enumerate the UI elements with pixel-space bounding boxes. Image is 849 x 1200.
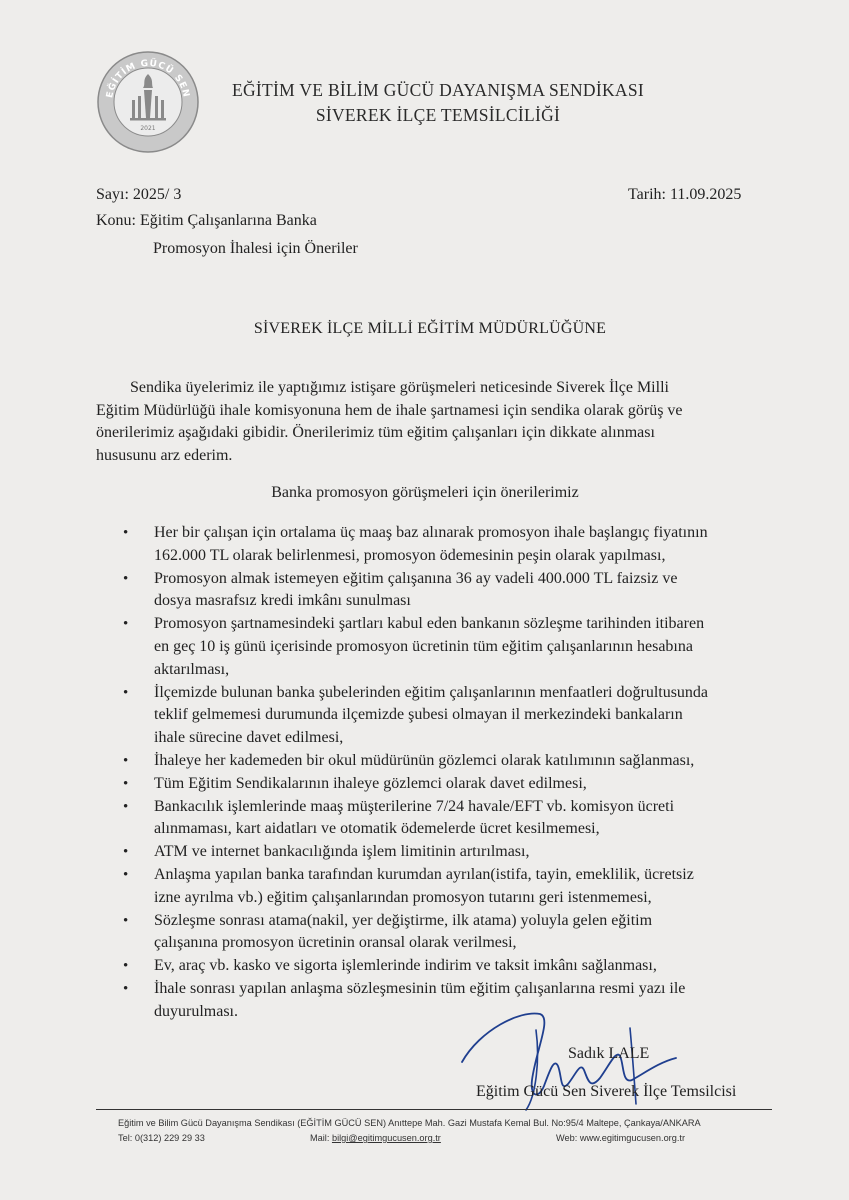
suggestion-item [123,864,763,910]
suggestion-line: • Promosyon almak istemeyen eğitim çalışanına 36 ay vadeli 400.000 TL faizsiz ve [154,569,678,587]
footer-phone: Tel: 0(312) 229 29 33 [118,1133,205,1143]
footer-address: Eğitim ve Bilim Gücü Dayanışma Sendikası (EĞİTİM GÜCÜ SEN) Anıttepe Mah. Gazi Mustafa Kemal Bul. No:95/4 Maltepe, Çankaya/ANKARA [118,1118,701,1128]
suggestion-line: • Bankacılık işlemlerinde maaş müşterilerine 7/24 havale/EFT vb. komisyon ücreti [154,797,675,815]
suggestion-line: 162.000 TL olarak belirlenmesi, promosyon ödemesinin peşin olarak yapılması, [154,546,666,564]
document-date: Tarih: 11.09.2025 [628,186,742,203]
signatory-title: Eğitim Gücü Sen Siverek İlçe Temsilcisi [476,1083,737,1100]
suggestion-line: • Anlaşma yapılan banka tarafından kurumdan ayrılan(istifa, tayin, emeklilik, ücretsiz [154,865,694,883]
suggestion-item [123,841,763,864]
footer-mail [310,1133,441,1143]
footer-mail-link[interactable]: bilgi@egitimgucusen.org.tr [331,1133,441,1143]
suggestion-item [123,613,763,681]
suggestion-line: en geç 10 iş günü içerisinde promosyon ücretinin tüm eğitim çalışanlarının hesabına [154,637,693,655]
suggestions-heading: Banka promosyon görüşmeleri için önerilerimiz [271,484,579,501]
suggestion-line: • İhaleye her kademeden bir okul müdürünün gözlemci olarak katılımının sağlanması, [154,751,695,769]
signatory-name: Sadık LALE [568,1045,650,1062]
suggestion-line: • İhale sonrası yapılan anlaşma sözleşmesinin tüm eğitim çalışanlarına resmi yazı ile [154,979,686,997]
suggestion-item [123,796,763,842]
body-line: önerilerimiz aşağıdaki gibidir. Önerilerimiz tüm eğitim çalışanları için dikkate alınması [96,424,655,441]
suggestion-line: çalışanına promosyon ücretinin oransal olarak verilmesi, [154,934,517,952]
subject-line-2: Promosyon İhalesi için Öneriler [153,240,358,257]
logo-year: 2021 [140,125,156,132]
logo-text: EĞİTİM GÜCÜ SEN [105,58,191,99]
suggestion-line: • ATM ve internet bankacılığında işlem limitinin artırılması, [154,843,530,861]
union-name: EĞİTİM VE BİLİM GÜCÜ DAYANIŞMA SENDİKASI [231,80,645,100]
suggestion-item [123,773,763,796]
suggestions-list [123,522,763,1024]
suggestion-line: • İlçemizde bulunan banka şubelerinden eğitim çalışanlarının menfaatleri doğrultusunda [154,683,709,701]
body-line: hususunu arz ederim. [96,446,233,464]
suggestion-item [123,522,763,568]
footer-mail-label: Mail: [310,1133,332,1143]
suggestion-line: duyurulması. [154,1002,238,1020]
body-line: Sendika üyelerimiz ile yaptığımız istişare görüşmeleri neticesinde Siverek İlçe Milli [130,379,669,396]
suggestion-line: alınmaması, kart aidatları ve otomatik ödemelerde ücret kesilmemesi, [154,820,600,838]
suggestion-item [123,682,763,750]
suggestion-line: aktarılması, [154,660,230,678]
recipient: SİVEREK İLÇE MİLLİ EĞİTİM MÜDÜRLÜĞÜNE [253,320,607,337]
suggestion-line: ihale sürecine davet edilmesi, [154,729,344,747]
suggestion-line: • Promosyon şartnamesindeki şartları kabul eden bankanın sözleşme tarihinden itibaren [154,615,705,633]
office-name: SİVEREK İLÇE TEMSİLCİLİĞİ [315,105,561,125]
suggestion-line: • Sözleşme sonrası atama(nakil, yer değiştirme, ilk atama) yoluyla gelen eğitim [154,911,653,929]
reference-number: Sayı: 2025/ 3 [96,186,182,203]
suggestion-item [123,910,763,956]
union-logo [96,50,200,154]
suggestion-line: • Tüm Eğitim Sendikalarının ihaleye gözlemci olarak davet edilmesi, [154,774,587,792]
body-line: Eğitim Müdürlüğü ihale komisyonuna hem de ihale şartnamesi için sendika olarak görüş ve [96,401,683,419]
suggestion-item [123,568,763,614]
suggestion-line: teklif gelmemesi durumunda ilçemizde şubesi olmayan il merkezindeki bankaların [154,706,683,724]
body-paragraph [96,377,756,467]
suggestion-line: • Her bir çalışan için ortalama üç maaş baz alınarak promosyon ihale başlangıç fiyatının [154,524,708,541]
footer-web[interactable]: Web: www.egitimgucusen.org.tr [556,1133,686,1143]
suggestion-line: dosya masrafsız kredi imkânı sunulması [154,592,411,610]
suggestion-item [123,750,763,773]
subject-line-1: Konu: Eğitim Çalışanlarına Banka [96,212,317,229]
suggestion-line: • Ev, araç vb. kasko ve sigorta işlemlerinde indirim ve taksit imkânı sağlanması, [154,957,657,975]
footer-divider [96,1109,772,1110]
suggestion-item [123,955,763,978]
suggestion-line: izne ayrılma vb.) eğitim çalışanlarından promosyon tutarını geri istenmemesi, [154,888,652,906]
